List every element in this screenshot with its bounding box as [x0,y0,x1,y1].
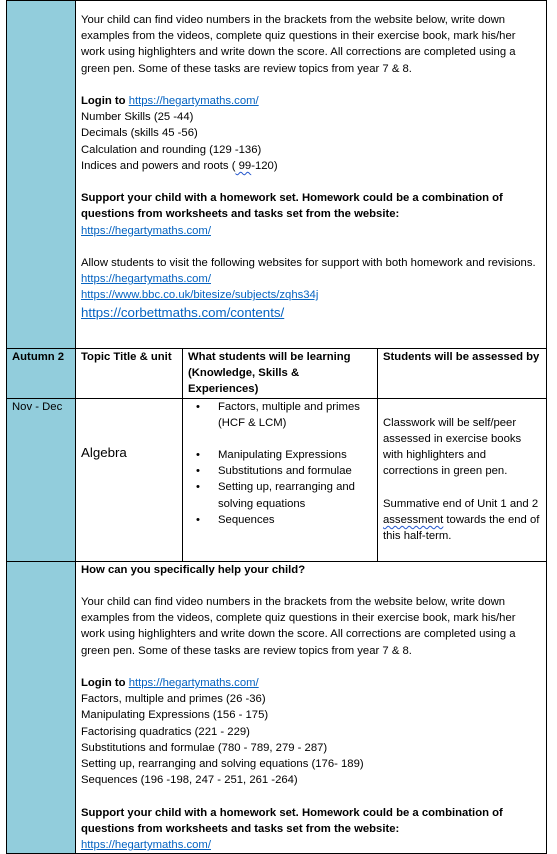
help-login-link[interactable]: https://hegartymaths.com/ [128,677,259,689]
help-section-cell [76,561,547,854]
header-row [7,349,547,399]
help-section-row [7,561,547,854]
website-link-corbett[interactable]: https://corbettmaths.com/contents/ [81,304,285,320]
assessment-text-1: Classwork will be self/peer assessed in exercise books with highlighters and corrections in green pen. [383,416,522,478]
dates-label: Nov - Dec [12,400,63,413]
help-support-link[interactable]: https://hegartymaths.com/ [81,839,211,852]
learning-list-1 [188,399,372,431]
help-support-heading: Support your child with a homework set. Homework could be a combination of questions from worksheets and tasks set from the website: [81,806,503,835]
skill-item: Number Skills (25 -44) [81,111,194,124]
learning-item: • Manipulating Expressions [218,447,372,463]
help-item: Factors, multiple and primes (26 -36) [81,693,266,706]
help-item: Substitutions and formulae (780 - 789, 279 - 287) [81,741,328,754]
skill-item-indices: Indices and powers and roots ( 99-120) [81,159,278,172]
allow-text: Allow students to visit the following websites for support with both homework and revisions. [81,257,536,269]
assessment-text-2: Summative end of Unit 1 and 2 assessment towards the end of this half-term. [383,497,540,543]
intro-text: Your child can find video numbers in the brackets from the website below, write down examples from the videos, complete quiz questions in their exercise book, mark his/her work using highlighters and write down the score. All corrections are completed using a green pen. Some of these tasks are review topics from year 7 & 8. [81,14,516,75]
support-link[interactable]: https://hegartymaths.com/ [81,224,211,237]
help-heading: How can you specifically help your child? [81,563,306,576]
curriculum-table [6,0,547,854]
learning-header: What students will be learning (Knowledge, Skills & Experiences) [183,349,378,399]
topic-header: Topic Title & unit [76,349,183,399]
topic-cell [76,398,183,561]
help-item: Sequences (196 -198, 247 - 251, 261 -264) [81,774,298,787]
learning-item: • Substitutions and formulae [218,463,372,479]
learning-item: • Setting up, rearranging and solving equations [218,479,372,511]
topic-title: Algebra [81,444,127,460]
assessed-header: Students will be assessed by [378,349,547,399]
term-label: Autumn 2 [12,351,65,363]
help-login-line: Login to https://hegartymaths.com/ [81,677,259,689]
top-section-cell [76,1,547,349]
learning-item: • Factors, multiple and primes (HCF & LCM) [218,399,372,431]
learning-list-2 [188,447,372,528]
autumn2-row [7,398,547,561]
side-cell [7,561,76,854]
login-label: Login to [81,95,126,107]
help-item: Manipulating Expressions (156 - 175) [81,709,269,722]
side-cell [7,1,76,349]
learning-item: • Sequences [218,512,372,528]
assessment-cell [378,398,547,561]
top-section-row [7,1,547,349]
login-link[interactable]: https://hegartymaths.com/ [128,95,259,107]
support-heading: Support your child with a homework set. Homework could be a combination of questions from worksheets and tasks set from the website: [81,192,503,221]
help-intro: Your child can find video numbers in the brackets from the website below, write down examples from the videos, complete quiz questions in their exercise book, mark his/her work using highlighters and write down the score. All corrections are completed using a green pen. Some of these tasks are review topics from year 7 & 8. [81,596,516,657]
dates-cell [7,398,76,561]
skill-item: Decimals (skills 45 -56) [81,127,198,140]
learning-cell [183,398,378,561]
website-link-bbc[interactable]: https://www.bbc.co.uk/bitesize/subjects/zqhs34j [81,289,319,302]
help-item: Factorising quadratics (221 - 229) [81,725,250,738]
skill-item: Calculation and rounding (129 -136) [81,143,262,156]
help-item: Setting up, rearranging and solving equations (176- 189) [81,758,364,771]
website-link-hegarty[interactable]: https://hegartymaths.com/ [81,273,211,286]
login-line [81,93,541,109]
term-cell [7,349,76,399]
